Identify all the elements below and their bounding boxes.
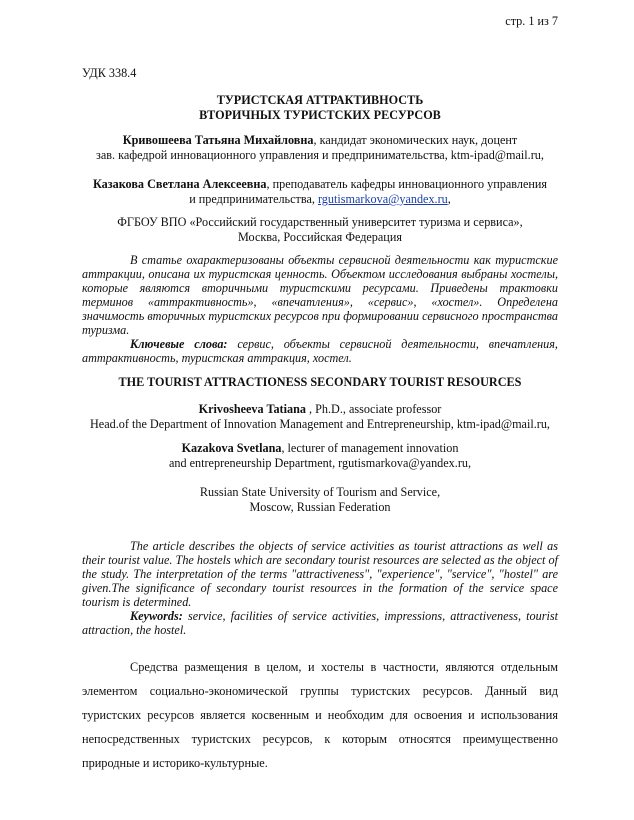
- author-role: , Ph.D., associate professor: [305, 402, 442, 416]
- english-title: THE TOURIST ATTRACTIONESS SECONDARY TOURIST RESOURCES: [118, 375, 522, 389]
- abstract-text: В статье охарактеризованы объекты сервисной деятельности как туристские аттракции, описана их туристская ценность. Объектом исследования выбраны хостелы, которые являются вторичными туристскими ресурсами. Приведены трактовки терминов «аттрактивность», «впечатления», «сервис», «хостел». Определена значимость вторичных туристских ресурсов при формировании сервисного пространства туризма.: [82, 253, 558, 337]
- punctuation: ,: [447, 192, 451, 206]
- author2-en: [82, 441, 558, 471]
- author-name: Kazakova Svetlana: [181, 441, 282, 455]
- abstract-text: The article describes the objects of service activities as tourist attractions as well as their tourist value. The hostels which are secondary tourist resources are selected as the object of the study. The interpretation of the terms "attractiveness", "experience", "service", "hostel" are given.The significance of secondary tourist resources in the formation of the service space tourism is determined.: [82, 539, 558, 609]
- title-line-2: ВТОРИЧНЫХ ТУРИСТСКИХ РЕСУРСОВ: [199, 108, 441, 122]
- organization-ru: [82, 215, 558, 245]
- author-affiliation: и предпринимательства,: [189, 192, 318, 206]
- keywords-text: service, facilities of service activities, impressions, attractiveness, tourist attraction, the hostel.: [82, 609, 558, 637]
- org-line-1: ФГБОУ ВПО «Российский государственный университет туризма и сервиса»,: [117, 215, 523, 229]
- author-role: , lecturer of management innovation: [281, 441, 459, 455]
- keywords-label: Ключевые слова:: [130, 337, 228, 351]
- author-role: , кандидат экономических наук, доцент: [313, 133, 518, 147]
- author-name: Кривошеева Татьяна Михайловна: [122, 133, 314, 147]
- author-affiliation: and entrepreneurship Department, rgutismarkova@yandex.ru,: [168, 456, 472, 470]
- author-role: , преподаватель кафедры инновационного управления: [266, 177, 548, 191]
- author1-en: [82, 402, 558, 432]
- organization-en: [82, 485, 558, 515]
- udk-code: УДК 338.4: [82, 66, 137, 80]
- abstract-ru: [82, 253, 558, 365]
- russian-title: [82, 93, 558, 123]
- author-name: Krivosheeva Tatiana: [198, 402, 306, 416]
- title-line-1: ТУРИСТСКАЯ АТТРАКТИВНОСТЬ: [216, 93, 424, 107]
- author2-ru: [82, 177, 558, 207]
- email-link[interactable]: rgutismarkova@yandex.ru: [317, 192, 448, 206]
- org-line-2: Москва, Российская Федерация: [238, 230, 402, 244]
- page-indicator: стр. 1 из 7: [505, 14, 558, 28]
- org-line-1: Russian State University of Tourism and Service,: [199, 485, 441, 499]
- org-line-2: Moscow, Russian Federation: [249, 500, 391, 514]
- author-affiliation: зав. кафедрой инновационного управления и предпринимательства, ktm-ipad@mail.ru,: [96, 148, 544, 162]
- author-affiliation: Head.of the Department of Innovation Management and Entrepreneurship, ktm-ipad@mail.ru,: [90, 417, 550, 431]
- author1-ru: [82, 133, 558, 163]
- keywords-text: сервис, объекты сервисной деятельности, впечатления, аттрактивность, туристская аттракция, хостел.: [82, 337, 558, 365]
- body-paragraph: Средства размещения в целом, и хостелы в частности, являются отдельным элементом социально-экономической группы туристских ресурсов. Данный вид туристских ресурсов является косвенным и необходим для освоения и использования непосредственных туристских ресурсов, к которым относятся преимущественно природные и историко-культурные.: [82, 660, 558, 770]
- author-name: Казакова Светлана Алексеевна: [92, 177, 267, 191]
- abstract-en: [82, 539, 558, 637]
- keywords-label: Keywords:: [130, 609, 183, 623]
